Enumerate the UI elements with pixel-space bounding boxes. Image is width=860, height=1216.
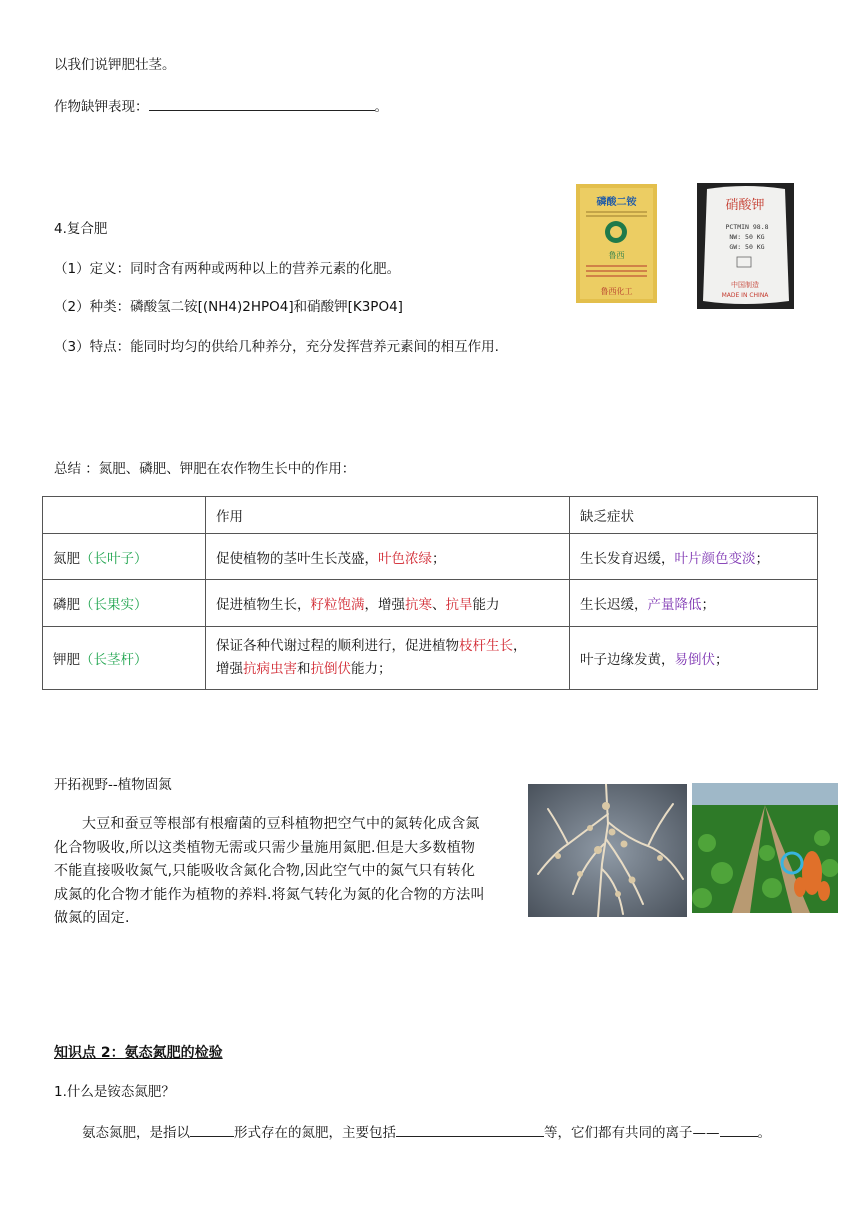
fill-text: 氨态氮肥，是指以 <box>82 1125 190 1141</box>
row-phosphate-symptom <box>570 580 818 627</box>
effect-text: 、 <box>432 597 446 613</box>
knowledge-heading: 知识点 2：氨态氮肥的检验 <box>54 1045 223 1061</box>
fertilizer-tag: （长叶子） <box>80 550 148 567</box>
bag2-spec2: NW: 50 KG <box>729 233 765 241</box>
row-nitrogen-effect <box>206 534 570 580</box>
symptom-text: ； <box>715 652 729 668</box>
fill-blank-form[interactable] <box>190 1122 234 1137</box>
fixation-line: 成氮的化合物才能作为植物的养料.将氮气转化为氮的化合物的方法叫 <box>54 886 485 903</box>
effect-text: ，增强 <box>364 597 405 613</box>
fertilizer-name: 磷肥 <box>53 597 80 613</box>
bag1-brand: 鲁西 <box>608 251 625 260</box>
fertilizer-tag: （长茎杆） <box>80 652 148 668</box>
bag2-made: 中国制造 <box>731 281 759 289</box>
fertilizer-tag: （长果实） <box>80 597 148 613</box>
fixation-line: 不能直接吸收氮气,只能吸收含氮化合物,因此空气中的氮气只有转化 <box>54 863 476 879</box>
fixation-line: 大豆和蚕豆等根部有根瘤菌的豆科植物把空气中的氮转化成含氮 <box>82 816 480 832</box>
effect-highlight: 抗旱 <box>445 597 473 613</box>
effect-text: 和 <box>297 661 311 677</box>
compound-definition: （1）定义：同时含有两种或两种以上的营养元素的化肥。 <box>54 261 401 277</box>
effect-text: 保证各种代谢过程的顺利进行，促进植物 <box>216 638 459 654</box>
bag2-title: 硝酸钾 <box>725 198 765 213</box>
bag-ammonium-phosphate-icon <box>576 184 657 303</box>
effect-text: 促进植物生长， <box>216 597 311 613</box>
table-header-row <box>43 497 818 534</box>
fill-text: 形式存在的氮肥，主要包括 <box>234 1125 396 1141</box>
bag2-made-en: MADE IN CHINA <box>721 292 769 299</box>
fill-text: 。 <box>757 1125 771 1141</box>
effect-highlight: 抗倒伏 <box>310 661 351 677</box>
potash-line: 以我们说钾肥壮茎。 <box>54 57 176 73</box>
summary-title: 总结 ：氮肥、磷肥、钾肥在农作物生长中的作用： <box>54 461 356 477</box>
row-potash-symptom <box>570 627 818 690</box>
legume-field-image <box>692 783 838 913</box>
bag-potassium-nitrate-icon <box>697 183 794 309</box>
fertilizer-name: 氮肥 <box>53 550 80 567</box>
symptom-highlight: 产量降低 <box>647 597 702 613</box>
effect-text: 能力； <box>351 661 392 677</box>
knowledge-fill-line <box>82 1122 771 1144</box>
header-cell-symptom: 缺乏症状 <box>570 497 818 534</box>
symptom-highlight: 易倒伏 <box>674 652 715 668</box>
potash-deficiency <box>54 96 388 118</box>
fill-blank-ion[interactable] <box>720 1122 758 1137</box>
compound-feature: （3）特点：能同时均匀的供给几种养分，充分发挥营养元素间的相互作用. <box>54 339 499 355</box>
bag2-spec1: PCTMIN 98.8 <box>725 223 769 231</box>
table-row <box>43 627 818 690</box>
compound-types: （2）种类：磷酸氢二铵[(NH4)2HPO4]和硝酸钾[K3PO4] <box>54 299 403 315</box>
row-phosphate-effect <box>206 580 570 627</box>
symptom-text: ； <box>701 597 715 613</box>
effect-text: 增强 <box>216 661 243 677</box>
row-nitrogen-symptom <box>570 534 818 580</box>
knowledge-question: 1.什么是铵态氮肥？ <box>54 1084 175 1100</box>
fixation-paragraph <box>54 813 520 931</box>
fixation-line: 化合物吸收,所以这类植物无需或只需少量施用氮肥.但是大多数植物 <box>54 839 476 856</box>
bag-ammonium-phosphate-image <box>576 184 657 303</box>
effect-text: ； <box>432 550 446 567</box>
row-potash-effect <box>206 627 570 690</box>
row-phosphate-name <box>43 580 206 627</box>
fertilizer-name: 钾肥 <box>53 652 80 668</box>
bag-potassium-nitrate-image <box>697 183 794 309</box>
bag1-maker: 鲁西化工 <box>600 287 633 296</box>
compound-heading: 4.复合肥 <box>54 221 108 237</box>
legume-field-icon <box>692 783 838 913</box>
root-nodule-icon <box>528 784 687 917</box>
table-row <box>43 534 818 580</box>
bag1-title: 磷酸二铵 <box>596 197 637 208</box>
deficiency-end: 。 <box>374 99 388 115</box>
row-nitrogen-name <box>43 534 206 580</box>
effect-text: 促使植物的茎叶生长茂盛， <box>216 550 378 567</box>
effect-highlight: 枝杆生长 <box>459 638 513 654</box>
effect-text: ， <box>513 638 527 654</box>
effect-highlight: 籽粒饱满 <box>310 597 365 613</box>
effect-highlight: 抗病虫害 <box>243 661 297 677</box>
fill-text: 等，它们都有共同的离子—— <box>544 1125 720 1141</box>
header-cell-effect: 作用 <box>206 497 570 534</box>
fixation-line: 做氮的固定. <box>54 910 130 926</box>
bag2-spec3: GW: 50 KG <box>729 243 765 251</box>
deficiency-blank[interactable] <box>149 96 375 111</box>
effect-highlight: 抗寒 <box>405 597 432 613</box>
header-cell-empty <box>43 497 206 534</box>
summary-table <box>42 496 818 690</box>
table-row <box>43 580 818 627</box>
root-nodule-image <box>528 784 687 917</box>
row-potash-name <box>43 627 206 690</box>
fixation-heading: 开拓视野--植物固氮 <box>54 777 172 793</box>
effect-highlight: 叶色浓绿 <box>378 550 432 567</box>
deficiency-label: 作物缺钾表现： <box>54 99 149 115</box>
effect-text: 能力 <box>472 597 500 613</box>
symptom-text: 叶子边缘发黄， <box>580 652 675 668</box>
symptom-highlight: 叶片颜色变淡 <box>674 550 756 567</box>
fill-blank-examples[interactable] <box>396 1122 544 1137</box>
symptom-text: 生长迟缓， <box>580 597 648 613</box>
symptom-text: ； <box>755 550 769 567</box>
symptom-text: 生长发育迟缓， <box>580 550 675 567</box>
